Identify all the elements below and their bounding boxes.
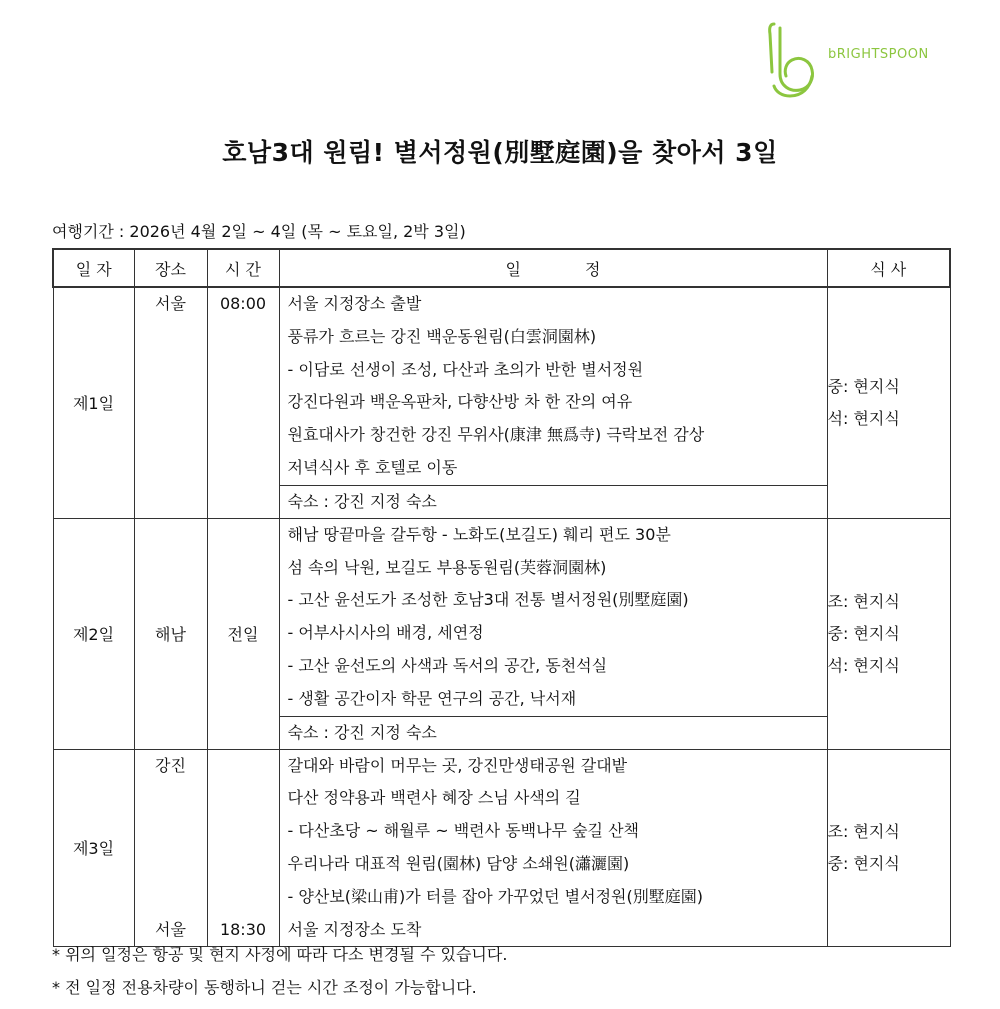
time-cell [207, 287, 279, 518]
meal-cell [827, 518, 950, 749]
schedule-line: 서울 지정장소 출발 [287, 294, 422, 313]
schedule-line: 갈대와 바람이 머무는 곳, 강진만생태공원 갈대밭 [287, 755, 628, 775]
schedule-line: 원효대사가 창건한 강진 무위사(康津 無爲寺) 극락보전 감상 [287, 425, 705, 445]
time-label: 08:00 [219, 294, 267, 313]
header-schedule: 일 정 [279, 249, 827, 287]
meal-cell [827, 287, 950, 518]
note-item: * 위의 일정은 항공 및 현지 사정에 따라 다소 변경될 수 있습니다. [52, 945, 508, 964]
table-row-day3 [53, 749, 950, 947]
schedule-line: - 고산 윤선도의 사색과 독서의 공간, 동천석실 [287, 655, 608, 675]
place-label: 서울 [155, 294, 186, 313]
schedule-cell [279, 518, 827, 749]
day-label: 제2일 [53, 518, 134, 749]
schedule-line: - 어부사시사의 배경, 세연정 [287, 623, 484, 643]
meal-item: 중: 현지식 [827, 853, 900, 873]
table-row-day1 [53, 287, 950, 518]
meal-item: 석: 현지식 [827, 408, 900, 428]
schedule-line: 강진다원과 백운옥판차, 다향산방 차 한 잔의 여유 [287, 392, 633, 412]
schedule-line: 저녁식사 후 호텔로 이동 [287, 457, 458, 477]
day-label: 제3일 [53, 749, 134, 947]
note-item: * 전 일정 전용차량이 동행하니 걷는 시간 조정이 가능합니다. [52, 978, 477, 997]
meal-item: 조: 현지식 [827, 821, 900, 841]
accommodation-line: 숙소 : 강진 지정 숙소 [280, 485, 827, 518]
place-cell [134, 749, 207, 947]
header-place: 장소 [134, 249, 207, 287]
schedule-cell [279, 749, 827, 947]
spoon-logo-icon [766, 22, 826, 102]
schedule-line: 다산 정약용과 백련사 혜장 스님 사색의 길 [287, 788, 581, 808]
time-label: 전일 [207, 518, 279, 749]
place-cell [134, 287, 207, 518]
place-label-end: 서울 [155, 919, 186, 939]
schedule-line: - 생활 공간이자 학문 연구의 공간, 낙서재 [287, 688, 577, 708]
meal-item: 석: 현지식 [827, 655, 900, 675]
header-day: 일 자 [53, 249, 134, 287]
meal-cell [827, 749, 950, 947]
schedule-line: 해남 땅끝마을 갈두항 - 노화도(보길도) 훼리 편도 30분 [287, 524, 671, 544]
meal-item: 중: 현지식 [827, 376, 900, 396]
schedule-line: 섬 속의 낙원, 보길도 부용동원림(芙蓉洞園林) [287, 557, 607, 577]
table-row-day2 [53, 518, 950, 749]
schedule-line: - 양산보(梁山甫)가 터를 잡아 가꾸었던 별서정원(別墅庭園) [287, 886, 703, 906]
schedule-cell [279, 287, 827, 518]
place-label-start: 강진 [155, 755, 186, 775]
accommodation-line: 숙소 : 강진 지정 숙소 [280, 716, 827, 749]
travel-period: 여행기간 : 2026년 4월 2일 ~ 4일 (목 ~ 토요일, 2박 3일) [52, 222, 466, 241]
schedule-line: - 이담로 선생이 조성, 다산과 초의가 반한 별서정원 [287, 359, 644, 379]
time-cell [207, 749, 279, 947]
schedule-line: 우리나라 대표적 원림(園林) 담양 소쇄원(瀟灑園) [287, 853, 630, 873]
place-label: 해남 [134, 518, 207, 749]
schedule-line: 서울 지정장소 도착 [287, 919, 422, 939]
meal-item: 조: 현지식 [827, 591, 900, 611]
notes [52, 938, 507, 1004]
day-label: 제1일 [53, 287, 134, 518]
time-label-end: 18:30 [219, 919, 267, 939]
logo-wordmark: bRIGHTSPOON [828, 47, 929, 62]
header-meal: 식 사 [827, 249, 950, 287]
table-header-row [53, 249, 950, 287]
page-title: 호남3대 원림! 별서정원(別墅庭園)을 찾아서 3일 [222, 138, 778, 167]
itinerary-table [52, 248, 951, 947]
brightspoon-logo [766, 22, 956, 102]
schedule-line: 풍류가 흐르는 강진 백운동원림(白雲洞園林) [287, 326, 597, 346]
header-time: 시 간 [207, 249, 279, 287]
meal-item: 중: 현지식 [827, 623, 900, 643]
schedule-line: - 다산초당 ~ 해월루 ~ 백련사 동백나무 숲길 산책 [287, 821, 639, 841]
schedule-line: - 고산 윤선도가 조성한 호남3대 전통 별서정원(別墅庭園) [287, 590, 689, 610]
